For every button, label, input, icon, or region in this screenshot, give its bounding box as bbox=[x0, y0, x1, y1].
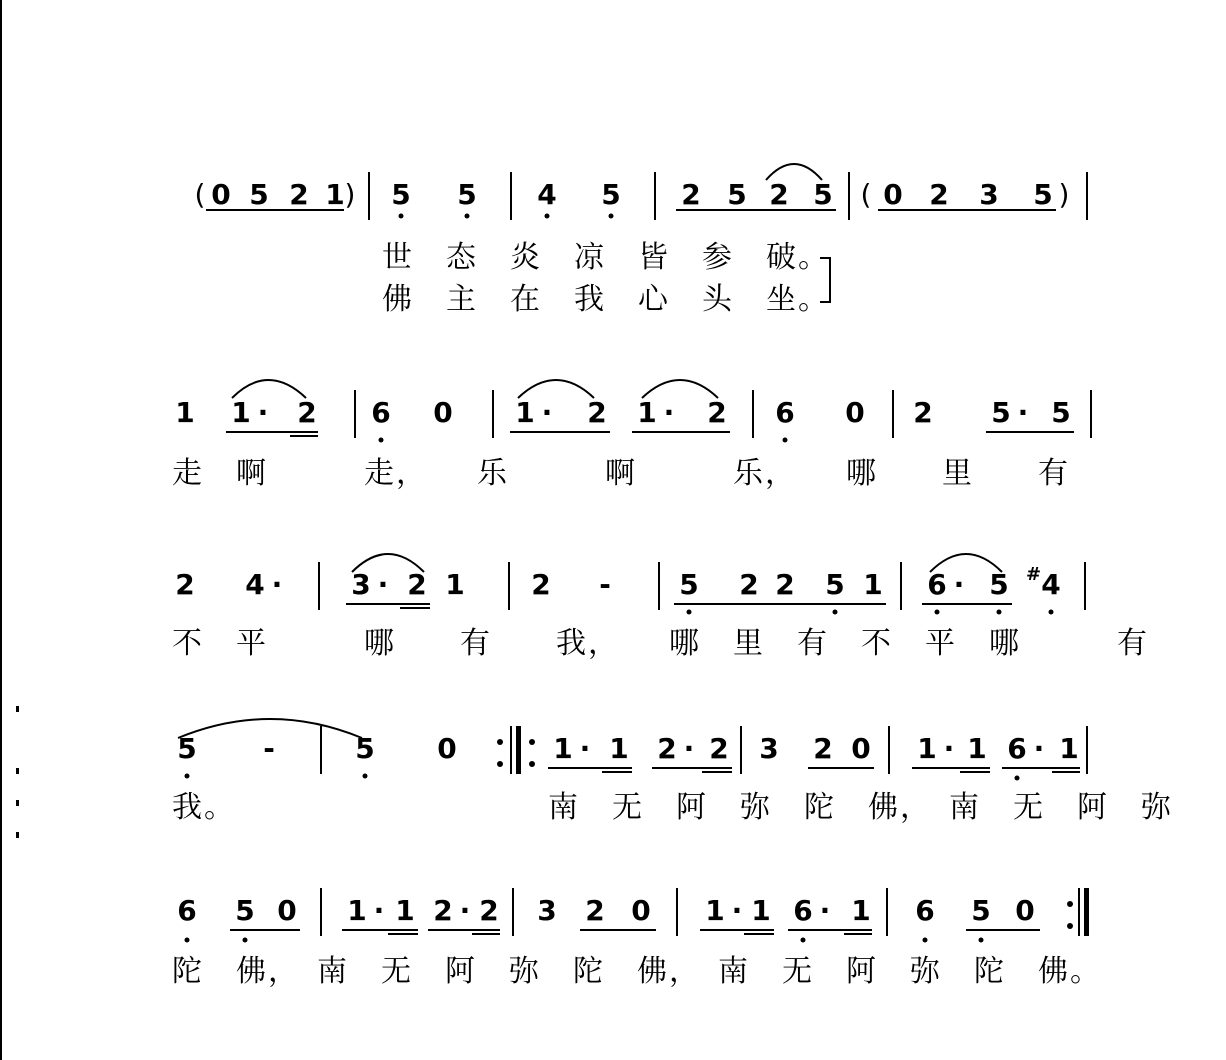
note-glyph: 5 bbox=[457, 178, 477, 211]
barline bbox=[886, 888, 888, 936]
note-glyph: 2 bbox=[769, 178, 789, 211]
note-glyph: 2 bbox=[775, 568, 795, 601]
margin-mark bbox=[16, 800, 19, 806]
notes-row-4 bbox=[0, 722, 1226, 782]
barline bbox=[320, 888, 322, 936]
note-glyph: · bbox=[271, 568, 283, 601]
note-glyph: 1 bbox=[1059, 732, 1079, 765]
note-glyph: · bbox=[1017, 396, 1029, 429]
note-glyph: 2 bbox=[657, 732, 677, 765]
note-glyph: 6 bbox=[177, 894, 197, 927]
lyric-row-5 bbox=[0, 954, 1226, 994]
lyric-line-5: 陀 佛， 南 无 阿 弥 陀 佛， 南 无 阿 弥 陀 佛。 bbox=[172, 954, 1102, 989]
note-glyph: 3 bbox=[351, 568, 371, 601]
lyric-row-1b bbox=[0, 282, 1226, 322]
barline bbox=[320, 726, 322, 774]
note-glyph: 1 bbox=[553, 732, 573, 765]
note-glyph: 5 bbox=[177, 732, 197, 765]
lyric-row-1a bbox=[0, 240, 1226, 280]
note-glyph: 1 bbox=[705, 894, 725, 927]
note-glyph: ) bbox=[1058, 178, 1070, 211]
barline bbox=[654, 172, 656, 220]
note-glyph: 3 bbox=[979, 178, 999, 211]
notes-row-5 bbox=[0, 884, 1226, 944]
note-glyph: 0 bbox=[851, 732, 871, 765]
note-glyph: 0 bbox=[211, 178, 231, 211]
note-glyph: 1 bbox=[917, 732, 937, 765]
note-glyph: 1 bbox=[347, 894, 367, 927]
note-glyph: 5 bbox=[235, 894, 255, 927]
note-glyph: 5 bbox=[249, 178, 269, 211]
note-glyph: · bbox=[541, 396, 553, 429]
note-glyph: 6 bbox=[1007, 732, 1027, 765]
note-glyph: 0 bbox=[277, 894, 297, 927]
note-glyph: 6 bbox=[371, 396, 391, 429]
note-glyph: · bbox=[373, 894, 385, 927]
note-glyph: 0 bbox=[1015, 894, 1035, 927]
note-glyph: 1 bbox=[175, 396, 195, 429]
note-glyph: · bbox=[459, 894, 471, 927]
note-glyph: 5 bbox=[971, 894, 991, 927]
note-glyph: · bbox=[819, 894, 831, 927]
score-line-3 bbox=[0, 558, 1226, 618]
note-glyph: 0 bbox=[433, 396, 453, 429]
note-glyph: 5 bbox=[601, 178, 621, 211]
barline bbox=[676, 888, 678, 936]
note-glyph: - bbox=[263, 732, 275, 765]
note-glyph: 6 bbox=[915, 894, 935, 927]
barline bbox=[752, 390, 754, 438]
score-line-5 bbox=[0, 884, 1226, 944]
note-glyph: · bbox=[943, 732, 955, 765]
note-glyph: 5 bbox=[825, 568, 845, 601]
note-glyph: 1 bbox=[751, 894, 771, 927]
note-glyph: 0 bbox=[631, 894, 651, 927]
note-glyph: 6 bbox=[927, 568, 947, 601]
note-glyph: 5 bbox=[989, 568, 1009, 601]
barline bbox=[318, 562, 320, 610]
note-glyph: 1 bbox=[515, 396, 535, 429]
note-glyph: · bbox=[731, 894, 743, 927]
note-glyph: 4 bbox=[1041, 568, 1061, 601]
margin-mark bbox=[16, 832, 19, 838]
note-glyph: 1 bbox=[231, 396, 251, 429]
note-glyph: 1 bbox=[325, 178, 345, 211]
note-glyph: 1 bbox=[445, 568, 465, 601]
note-glyph: 2 bbox=[587, 396, 607, 429]
lyric-row-4 bbox=[0, 790, 1226, 830]
note-glyph: · bbox=[953, 568, 965, 601]
notes-row-1 bbox=[0, 168, 1226, 228]
note-glyph: 2 bbox=[407, 568, 427, 601]
note-glyph: - bbox=[599, 568, 611, 601]
note-glyph: 2 bbox=[913, 396, 933, 429]
note-glyph: 2 bbox=[289, 178, 309, 211]
barline bbox=[1086, 726, 1088, 774]
note-glyph: ) bbox=[344, 178, 356, 211]
note-glyph: ( bbox=[860, 178, 872, 211]
note-glyph: 5 bbox=[991, 396, 1011, 429]
note-glyph: 6 bbox=[775, 396, 795, 429]
score-line-4 bbox=[0, 722, 1226, 782]
barline bbox=[512, 888, 514, 936]
note-glyph: 3 bbox=[537, 894, 557, 927]
barline bbox=[892, 390, 894, 438]
note-glyph: 2 bbox=[531, 568, 551, 601]
barline bbox=[368, 172, 370, 220]
lyric-line-3: 不 平 哪 有 我， 哪 里 有 不 平 哪 有 bbox=[172, 626, 1149, 661]
score-line-1 bbox=[0, 168, 1226, 228]
lyric-verse-1: 世 态 炎 凉 皆 参 破。 bbox=[382, 240, 830, 275]
note-glyph: 5 bbox=[727, 178, 747, 211]
lyric-line-4-start: 我。 bbox=[172, 790, 236, 825]
barline bbox=[888, 726, 890, 774]
note-glyph: 1 bbox=[967, 732, 987, 765]
note-glyph: 2 bbox=[813, 732, 833, 765]
lyric-row-3 bbox=[0, 626, 1226, 666]
note-glyph: 0 bbox=[883, 178, 903, 211]
lyric-row-2 bbox=[0, 456, 1226, 496]
barline bbox=[848, 172, 850, 220]
note-glyph: · bbox=[579, 732, 591, 765]
barline bbox=[508, 562, 510, 610]
barline bbox=[1086, 172, 1088, 220]
margin-mark bbox=[16, 706, 19, 712]
note-glyph: 1 bbox=[863, 568, 883, 601]
note-glyph: 2 bbox=[479, 894, 499, 927]
note-glyph: · bbox=[257, 396, 269, 429]
barline bbox=[510, 172, 512, 220]
note-glyph: 1 bbox=[851, 894, 871, 927]
note-glyph: 2 bbox=[175, 568, 195, 601]
note-glyph: 5 bbox=[679, 568, 699, 601]
note-glyph: 2 bbox=[681, 178, 701, 211]
note-glyph: 2 bbox=[585, 894, 605, 927]
note-glyph: 5 bbox=[1033, 178, 1053, 211]
note-glyph: # bbox=[1026, 564, 1042, 585]
barline bbox=[1084, 562, 1086, 610]
note-glyph: 2 bbox=[929, 178, 949, 211]
notes-row-3 bbox=[0, 558, 1226, 618]
note-glyph: · bbox=[663, 396, 675, 429]
score-line-2 bbox=[0, 386, 1226, 446]
note-glyph: 2 bbox=[297, 396, 317, 429]
note-glyph: 4 bbox=[537, 178, 557, 211]
note-glyph: 5 bbox=[391, 178, 411, 211]
note-glyph: 0 bbox=[845, 396, 865, 429]
lyric-line-4-end: 南 无 阿 弥 陀 佛， 南 无 阿 弥 bbox=[548, 790, 1173, 825]
note-glyph: 2 bbox=[739, 568, 759, 601]
note-glyph: 2 bbox=[433, 894, 453, 927]
note-glyph: · bbox=[377, 568, 389, 601]
barline bbox=[740, 726, 742, 774]
note-glyph: · bbox=[1033, 732, 1045, 765]
note-glyph: 6 bbox=[793, 894, 813, 927]
note-glyph: 4 bbox=[245, 568, 265, 601]
note-glyph: 1 bbox=[395, 894, 415, 927]
barline bbox=[1090, 390, 1092, 438]
note-glyph: 0 bbox=[437, 732, 457, 765]
lyric-line-2: 走 啊 走， 乐 啊 乐， 哪 里 有 bbox=[172, 456, 1070, 491]
note-glyph: 3 bbox=[759, 732, 779, 765]
repeat-barline-thin bbox=[510, 726, 512, 774]
barline bbox=[492, 390, 494, 438]
note-glyph: · bbox=[683, 732, 695, 765]
repeat-end-barline-thin bbox=[1078, 888, 1080, 936]
repeat-barline-thick bbox=[516, 726, 521, 774]
barline bbox=[900, 562, 902, 610]
lyric-verse-2: 佛 主 在 我 心 头 坐。 bbox=[382, 282, 830, 317]
notes-row-2 bbox=[0, 386, 1226, 446]
note-glyph: 2 bbox=[707, 396, 727, 429]
note-glyph: 5 bbox=[355, 732, 375, 765]
margin-mark bbox=[16, 768, 19, 774]
repeat-end-barline-thick bbox=[1084, 888, 1089, 936]
note-glyph: 5 bbox=[813, 178, 833, 211]
barline bbox=[354, 390, 356, 438]
note-glyph: 2 bbox=[709, 732, 729, 765]
note-glyph: 1 bbox=[637, 396, 657, 429]
note-glyph: 1 bbox=[609, 732, 629, 765]
barline bbox=[658, 562, 660, 610]
note-glyph: ( bbox=[194, 178, 206, 211]
note-glyph: 5 bbox=[1051, 396, 1071, 429]
